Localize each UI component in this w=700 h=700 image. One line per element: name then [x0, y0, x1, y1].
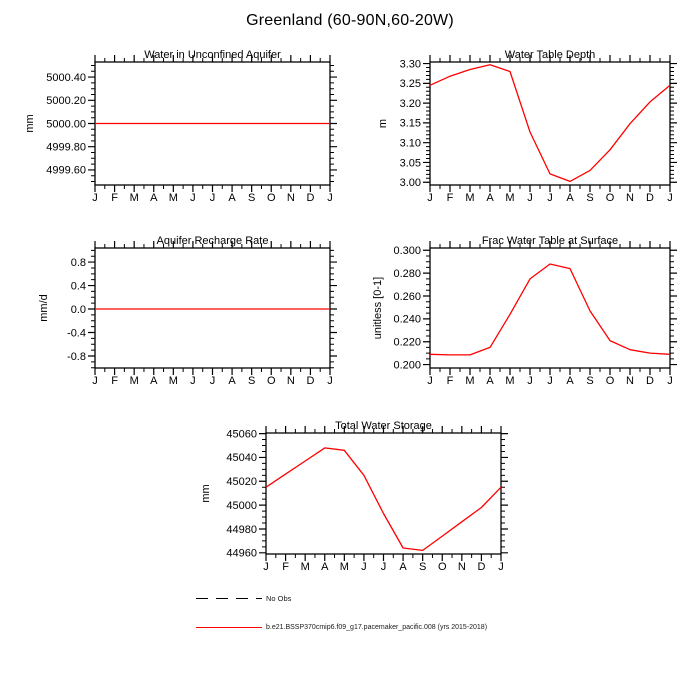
x-tick-label: D	[646, 375, 654, 387]
x-tick-label: J	[209, 375, 216, 387]
y-tick-label: 3.10	[399, 137, 421, 150]
x-tick-label: J	[380, 561, 387, 573]
x-tick-label: J	[527, 375, 533, 387]
chart-frac-water-table-at-surface	[372, 235, 677, 387]
major-ticks	[259, 426, 508, 561]
minor-ticks	[262, 429, 505, 558]
y-tick-label: 3.05	[399, 157, 421, 170]
no-obs-line-sample	[195, 595, 263, 602]
plot-frame	[430, 62, 670, 185]
x-tick-label: O	[605, 192, 615, 204]
x-tick-label: J	[527, 192, 533, 204]
x-tick-label: J	[667, 375, 673, 387]
x-tick-label: D	[646, 192, 654, 204]
x-tick-label: S	[586, 192, 594, 204]
x-tick-label: D	[477, 561, 486, 573]
y-tick-label: 0.240	[393, 313, 421, 326]
chart-title: Frac Water Table at Surface	[481, 235, 619, 247]
x-tick-label: J	[427, 192, 433, 204]
minor-ticks	[426, 58, 674, 189]
y-tick-label: 0.260	[393, 290, 421, 303]
x-tick-label: J	[327, 192, 333, 204]
x-tick-label: J	[209, 192, 216, 204]
x-tick-label: D	[306, 192, 315, 204]
x-tick-label: J	[427, 375, 433, 387]
y-tick-label: 5000.20	[46, 95, 86, 108]
x-tick-label: A	[150, 375, 158, 387]
y-axis-label: m	[377, 118, 389, 129]
x-tick-label: O	[605, 375, 615, 387]
x-tick-label: S	[247, 375, 256, 387]
legend-no-obs	[195, 594, 291, 603]
x-tick-label: M	[465, 192, 475, 204]
y-axis-label: mm	[24, 114, 36, 133]
y-tick-label: 0.300	[393, 245, 421, 258]
x-tick-label: J	[667, 192, 673, 204]
y-axis-label: unitless [0-1]	[372, 276, 384, 340]
x-tick-label: J	[190, 192, 196, 204]
x-tick-label: O	[437, 561, 447, 573]
y-tick-label: 45000	[226, 499, 257, 512]
x-tick-label: J	[547, 375, 553, 387]
x-tick-label: M	[300, 561, 310, 573]
x-tick-label: J	[361, 561, 367, 573]
x-tick-label: N	[457, 561, 466, 573]
y-tick-label: 45040	[226, 452, 257, 465]
x-tick-label: N	[626, 375, 634, 387]
chart-title: Water in Unconfined Aquifer	[144, 49, 281, 61]
y-tick-label: 3.30	[399, 58, 421, 71]
x-tick-label: M	[129, 375, 139, 387]
y-tick-label: 0.280	[393, 267, 421, 280]
x-tick-label: F	[111, 375, 118, 387]
series-line	[266, 448, 501, 551]
y-axis-label: mm/d	[38, 294, 50, 322]
series-line	[430, 65, 670, 182]
y-tick-label: 45020	[226, 476, 257, 489]
x-tick-label: J	[190, 375, 196, 387]
legend-no-obs-label: No Obs	[266, 594, 292, 603]
y-tick-label: 0.4	[70, 280, 86, 293]
y-tick-label: 4999.80	[46, 141, 86, 154]
x-tick-label: J	[327, 375, 333, 387]
x-tick-label: M	[339, 561, 349, 573]
series-line	[430, 264, 670, 355]
x-tick-label: M	[129, 192, 139, 204]
x-tick-label: J	[498, 561, 504, 573]
chart-title: Water Table Depth	[504, 49, 596, 61]
chart-title: Total Water Storage	[335, 420, 432, 432]
minor-ticks	[426, 244, 674, 372]
x-tick-label: J	[547, 192, 553, 204]
x-tick-label: S	[418, 561, 427, 573]
chart-water-table-depth	[377, 49, 677, 204]
chart-water-in-unconfined-aquifer	[24, 49, 337, 204]
x-tick-label: A	[228, 192, 236, 204]
x-tick-label: S	[247, 192, 256, 204]
y-tick-label: -0.4	[67, 327, 86, 340]
x-tick-label: F	[282, 561, 289, 573]
y-tick-label: 0.0	[70, 303, 86, 316]
x-tick-label: M	[505, 192, 515, 204]
page-title: Greenland (60-90N,60-20W)	[246, 12, 454, 29]
x-tick-label: M	[168, 375, 178, 387]
y-tick-label: -0.8	[67, 350, 86, 363]
y-tick-label: 3.20	[399, 97, 421, 110]
x-tick-label: D	[306, 375, 315, 387]
y-tick-label: 4999.60	[46, 164, 86, 177]
x-tick-label: A	[228, 375, 236, 387]
x-tick-label: M	[465, 375, 475, 387]
major-ticks	[423, 55, 677, 192]
chart-total-water-storage	[200, 420, 508, 573]
y-tick-label: 44960	[226, 547, 257, 560]
plot-frame	[266, 433, 501, 554]
x-tick-label: F	[111, 192, 118, 204]
x-tick-label: O	[266, 375, 276, 387]
plot-frame	[95, 248, 330, 368]
legend-series-label: b.e21.BSSP370cmip6.f09_g17.pacemaker_pacific.008 (yrs 2015-2018)	[266, 624, 488, 631]
minor-ticks	[91, 244, 334, 372]
x-tick-label: A	[321, 561, 329, 573]
x-tick-label: S	[586, 375, 594, 387]
chart-title: Aquifer Recharge Rate	[156, 235, 269, 247]
x-tick-label: J	[92, 375, 98, 387]
chart-aquifer-recharge-rate	[38, 235, 337, 387]
y-tick-label: 3.15	[399, 117, 421, 130]
x-tick-label: N	[286, 192, 295, 204]
y-tick-label: 45060	[226, 428, 257, 441]
legend-series	[195, 624, 487, 631]
x-tick-label: A	[486, 192, 494, 204]
x-tick-label: A	[566, 375, 574, 387]
x-tick-label: J	[263, 561, 269, 573]
x-tick-label: N	[286, 375, 295, 387]
x-tick-label: A	[486, 375, 494, 387]
y-tick-label: 3.00	[399, 177, 421, 190]
x-tick-label: A	[399, 561, 407, 573]
y-axis-label: mm	[200, 484, 212, 503]
y-tick-label: 5000.00	[46, 118, 86, 131]
x-tick-label: F	[446, 192, 454, 204]
y-tick-label: 5000.40	[46, 71, 86, 84]
major-ticks	[88, 241, 337, 375]
x-tick-label: N	[626, 192, 634, 204]
x-tick-label: M	[168, 192, 178, 204]
x-tick-label: O	[266, 192, 276, 204]
y-tick-label: 3.25	[399, 78, 421, 91]
x-tick-label: A	[566, 192, 574, 204]
y-tick-label: 0.8	[70, 256, 86, 269]
x-tick-label: A	[150, 192, 158, 204]
y-tick-label: 0.200	[393, 359, 421, 372]
x-tick-label: F	[446, 375, 454, 387]
x-tick-label: J	[92, 192, 98, 204]
y-tick-label: 44980	[226, 523, 257, 536]
series-line-sample	[195, 624, 263, 631]
x-tick-label: M	[505, 375, 515, 387]
y-tick-label: 0.220	[393, 336, 421, 349]
